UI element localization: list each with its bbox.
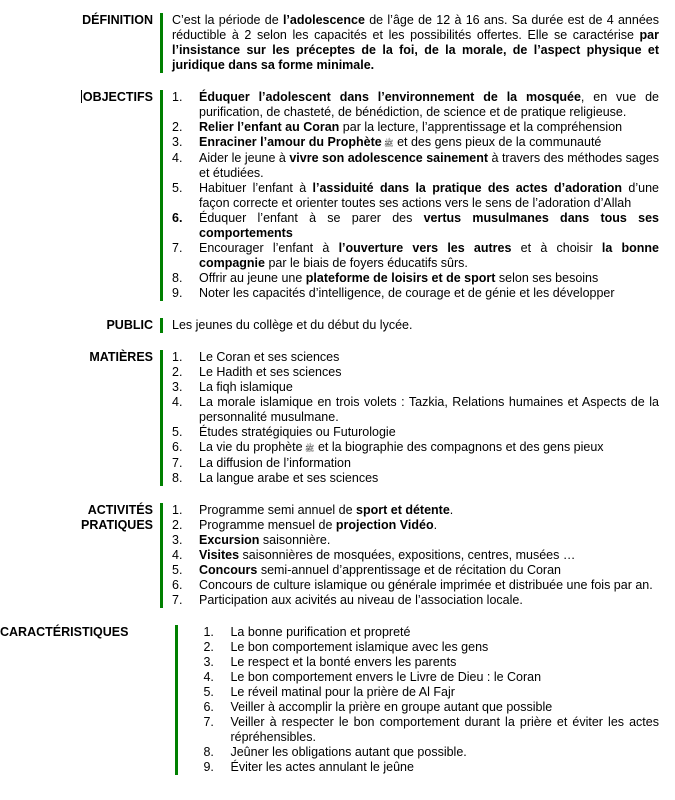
list-item-number: 3.: [203, 655, 214, 669]
text-segment: vertus musulmanes dans tous ses comportements: [199, 211, 659, 240]
list-item-number: 8.: [172, 471, 183, 485]
text-segment: d’une façon correcte et orienter toutes ses actions vers le sens de l’adoration d’Allah: [199, 181, 659, 210]
text-segment: la bonne compagnie: [199, 241, 659, 270]
text-segment: La morale islamique en trois volets : Tazkia, Relations humaines et Aspects de la personnalité musulmane.: [199, 395, 659, 424]
text-segment: C’est la période de: [172, 13, 283, 27]
text-segment: l’ouverture vers les autres: [338, 241, 512, 255]
list-item-number: 1.: [172, 503, 183, 517]
text-segment: Visites: [199, 548, 240, 562]
list-item-text: [230, 760, 659, 775]
section-public: [0, 318, 675, 333]
text-segment: Encourager l’enfant à: [199, 241, 339, 255]
list-item: [203, 670, 659, 685]
list-item: [172, 241, 659, 271]
list-item-text: [230, 625, 659, 640]
list-item: [203, 640, 659, 655]
section-label-cell: [0, 350, 160, 486]
section-label-text: PUBLIC: [106, 318, 153, 332]
list-item-number: 2.: [172, 120, 183, 134]
list-item: [172, 471, 659, 486]
text-segment: , en vue de purification, de chasteté, de bénédiction, de science et de pratique religieuse.: [199, 90, 659, 119]
text-segment: saisonnière.: [259, 533, 331, 547]
text-segment: selon ses besoins: [495, 271, 599, 285]
list-item: [172, 286, 659, 301]
list-item-number: 7.: [203, 715, 214, 729]
list-item-number: 1.: [203, 625, 214, 639]
list-item: [203, 745, 659, 760]
text-segment: Le bon comportement envers le Livre de Dieu : le Coran: [230, 670, 542, 684]
list-item: [172, 456, 659, 471]
list-item-text: [199, 578, 659, 593]
text-segment: projection Vidéo: [335, 518, 434, 532]
text-segment: Habituer l’enfant à: [199, 181, 313, 195]
text-segment: et des gens pieux de la communauté: [393, 135, 602, 149]
list-item: [172, 533, 659, 548]
list-item-number: 8.: [203, 745, 214, 759]
list-item-text: [230, 700, 659, 715]
list-item-text: [199, 135, 659, 151]
list-item-number: 3.: [172, 135, 183, 149]
list-item-text: [199, 425, 659, 440]
text-segment: par l’insistance sur les préceptes de la foi, de la morale, de l’aspect physique et juridique dans sa forme minimale.: [172, 28, 659, 72]
list-item: [172, 151, 659, 181]
list-item-text: [230, 670, 659, 685]
section-label: [0, 350, 153, 365]
list-item-number: 4.: [172, 548, 183, 562]
text-segment: Participation aux acivités au niveau de l’association locale.: [199, 593, 523, 607]
list-item-text: [199, 380, 659, 395]
list-item: [172, 365, 659, 380]
list-item-text: [199, 181, 659, 211]
text-segment: .: [433, 518, 438, 532]
text-segment: Jeûner les obligations autant que possible.: [230, 745, 467, 759]
list-item-number: 1.: [172, 350, 183, 364]
list-item-text: [199, 271, 659, 286]
list-item: [172, 380, 659, 395]
text-segment: sport et détente: [356, 503, 450, 517]
text-segment: Veiller à accomplir la prière en groupe autant que possible: [230, 700, 553, 714]
list-item: [172, 271, 659, 286]
list-item-number: 3.: [172, 380, 183, 394]
section-label: [0, 503, 153, 518]
section-label-text: DÉFINITION: [82, 13, 153, 27]
pbuh-symbol: ﷺ: [302, 444, 315, 453]
section-label: [0, 518, 153, 533]
list-item-number: 5.: [172, 425, 183, 439]
section-label-text: CARACTÉRISTIQUES: [0, 625, 129, 639]
text-segment: Relier l’enfant au Coran: [199, 120, 340, 134]
list-item-number: 5.: [203, 685, 214, 699]
list-item-text: [199, 533, 659, 548]
section-content: [163, 13, 675, 73]
list-item-number: 4.: [172, 151, 183, 165]
list-item-number: 2.: [172, 518, 183, 532]
text-segment: Programme mensuel de: [199, 518, 336, 532]
section-caracteristiques: [0, 625, 675, 775]
text-cursor: [81, 90, 82, 103]
list-item-text: [199, 563, 659, 578]
list-item-text: [199, 471, 659, 486]
section-label: [0, 318, 153, 333]
list-item: [203, 625, 659, 640]
section-label-text: OBJECTIFS: [82, 90, 153, 104]
text-segment: Excursion: [199, 533, 260, 547]
section-matieres: [0, 350, 675, 486]
text-segment: plateforme de loisirs et de sport: [305, 271, 496, 285]
text-segment: de l’âge de 12 à 16 ans. Sa durée est de 4 années réductible à 2 selon les capacités et les possibilités offertes. Elle se caractérise: [172, 13, 659, 42]
text-segment: Éduquer l’adolescent dans l’environnement de la mosquée: [199, 90, 581, 104]
text-segment: et la biographie des compagnons et des gens pieux: [314, 440, 604, 454]
list-item: [203, 655, 659, 670]
text-segment: La diffusion de l’information: [199, 456, 351, 470]
section-label-text: MATIÈRES: [89, 350, 153, 364]
section-label-cell: [0, 625, 175, 775]
section-label-text: PRATIQUES: [81, 518, 153, 532]
list-item-number: 6.: [172, 211, 183, 225]
list-item-number: 7.: [172, 241, 183, 255]
list-item: [172, 395, 659, 425]
section-label-cell: [0, 13, 160, 73]
list-item: [203, 685, 659, 700]
list-item-text: [199, 286, 659, 301]
text-segment: Le bon comportement islamique avec les gens: [230, 640, 489, 654]
section-objectifs: [0, 90, 675, 301]
text-segment: La fiqh islamique: [199, 380, 293, 394]
list-item: [172, 440, 659, 456]
list-item: [172, 425, 659, 440]
list-item-number: 9.: [203, 760, 214, 774]
list-item-number: 9.: [172, 286, 183, 300]
text-segment: semi-annuel d’apprentissage et de récitation du Coran: [257, 563, 561, 577]
section-label-cell: [0, 503, 160, 608]
list-item: [172, 181, 659, 211]
list-item: [172, 503, 659, 518]
text-segment: Aider le jeune à: [199, 151, 290, 165]
text-segment: Le Hadith et ses sciences: [199, 365, 342, 379]
list-item-number: 5.: [172, 563, 183, 577]
text-segment: par la lecture, l’apprentissage et la compréhension: [339, 120, 623, 134]
text-segment: à travers des méthodes sages et étudiées.: [199, 151, 659, 180]
section-label: [0, 13, 153, 28]
list-item-number: 7.: [172, 593, 183, 607]
section-content: [163, 503, 675, 608]
list-item-text: [199, 365, 659, 380]
list-item: [203, 700, 659, 715]
list-item-text: [199, 548, 659, 563]
list-item: [203, 760, 659, 775]
text-segment: .: [449, 503, 454, 517]
text-segment: La langue arabe et ses sciences: [199, 471, 379, 485]
text-segment: Éduquer l’enfant à se parer des: [199, 211, 424, 225]
text-segment: l’assiduité dans la pratique des actes d’adoration: [312, 181, 623, 195]
list-item-text: [230, 685, 659, 700]
section-label-cell: [0, 318, 160, 333]
list-item-number: 4.: [172, 395, 183, 409]
list-item-text: [199, 456, 659, 471]
list-item-text: [230, 655, 659, 670]
list-item-text: [199, 90, 659, 120]
paragraph: [172, 13, 659, 73]
list-item: [172, 578, 659, 593]
list-item-number: 6.: [172, 440, 183, 454]
list-item: [172, 120, 659, 135]
list-item: [172, 548, 659, 563]
text-segment: Les jeunes du collège et du début du lycée.: [172, 318, 413, 332]
list-item-text: [199, 211, 659, 241]
list-item: [172, 350, 659, 365]
text-segment: Veiller à respecter le bon comportement durant la prière et éviter les actes répréhensibles.: [230, 715, 659, 744]
list-item-number: 1.: [172, 90, 183, 104]
list-item: [172, 90, 659, 120]
list-item-number: 8.: [172, 271, 183, 285]
list-item-text: [199, 593, 659, 608]
list-item-text: [199, 120, 659, 135]
list-item-text: [199, 395, 659, 425]
list-item-text: [199, 503, 659, 518]
text-segment: Offrir au jeune une: [199, 271, 306, 285]
list-item-text: [199, 518, 659, 533]
section-definition: [0, 13, 675, 73]
text-segment: Concours de culture islamique ou générale imprimée et distribuée une fois par an.: [199, 578, 653, 592]
list-item-number: 5.: [172, 181, 183, 195]
list-item-number: 2.: [203, 640, 214, 654]
text-segment: Noter les capacités d’intelligence, de courage et de génie et les développer: [199, 286, 615, 300]
paragraph: [172, 318, 659, 333]
text-segment: Le Coran et ses sciences: [199, 350, 340, 364]
text-segment: et à choisir: [511, 241, 602, 255]
text-segment: Éviter les actes annulant le jeûne: [230, 760, 414, 774]
list-item-text: [199, 440, 659, 456]
section-label: [0, 90, 153, 105]
text-segment: l’adolescence: [282, 13, 365, 27]
list-item: [203, 715, 659, 745]
text-segment: La bonne purification et propreté: [230, 625, 411, 639]
text-segment: Le réveil matinal pour la prière de Al Fajr: [230, 685, 455, 699]
section-content: [163, 90, 675, 301]
text-segment: vivre son adolescence sainement: [289, 151, 489, 165]
list-item: [172, 593, 659, 608]
text-segment: Enraciner l’amour du Prophète: [199, 135, 382, 149]
text-segment: Études stratégiquies ou Futurologie: [199, 425, 396, 439]
list-item-text: [199, 350, 659, 365]
section-label: [0, 625, 128, 640]
list-item-text: [199, 151, 659, 181]
list-item: [172, 563, 659, 578]
section-content: [163, 350, 675, 486]
text-segment: Programme semi annuel de: [199, 503, 357, 517]
list-item-text: [199, 241, 659, 271]
list-item-number: 3.: [172, 533, 183, 547]
list-item-text: [230, 745, 659, 760]
section-content: [178, 625, 675, 775]
list-item-text: [230, 640, 659, 655]
text-segment: Le respect et la bonté envers les parents: [230, 655, 457, 669]
pbuh-symbol: ﷺ: [381, 139, 394, 148]
section-content: [163, 318, 675, 333]
text-segment: par le biais de foyers éducatifs sûrs.: [265, 256, 468, 270]
section-activites-pratiques: [0, 503, 675, 608]
list-item-number: 2.: [172, 365, 183, 379]
text-segment: La vie du prophète: [199, 440, 303, 454]
list-item: [172, 518, 659, 533]
section-label-text: ACTIVITÉS: [87, 503, 153, 517]
section-label-cell: [0, 90, 160, 301]
text-segment: Concours: [199, 563, 258, 577]
list-item-number: 6.: [203, 700, 214, 714]
list-item-number: 6.: [172, 578, 183, 592]
list-item-number: 7.: [172, 456, 183, 470]
list-item: [172, 135, 659, 151]
list-item: [172, 211, 659, 241]
list-item-text: [230, 715, 659, 745]
list-item-number: 4.: [203, 670, 214, 684]
text-segment: saisonnières de mosquées, expositions, centres, musées …: [239, 548, 576, 562]
